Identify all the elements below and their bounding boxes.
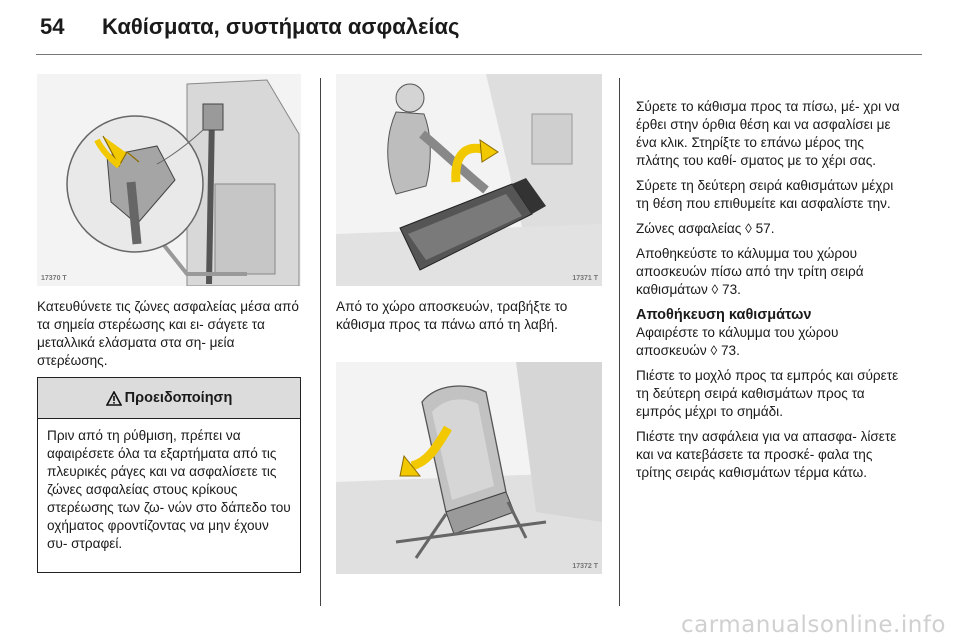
instruction-paragraph: Σύρετε τη δεύτερη σειρά καθισμάτων μέχρι τη θέση που επιθυμείτε και ασφαλίστε την. bbox=[636, 178, 894, 211]
header-rule bbox=[36, 54, 922, 55]
warning-box bbox=[37, 377, 301, 573]
figure-code: 17370 T bbox=[41, 275, 67, 282]
instruction-paragraph: Αποθηκεύστε το κάλυμμα του χώρου αποσκευών πίσω από την τρίτη σειρά καθισμάτων ◊ 73. bbox=[636, 246, 864, 297]
warning-text: Πριν από τη ρύθμιση, πρέπει να αφαιρέσετε όλα τα εξαρτήματα από τις πλευρικές ράγες και να ασφαλίσετε τις ζώνες ασφαλείας στους κρίκους στερέωσης των ζω- νών στο δάπεδο του οχήματος φροντίζοντας να μην έχουν συ- στραφεί. bbox=[47, 428, 291, 551]
instruction-paragraph: Από το χώρο αποσκευών, τραβήξτε το κάθισμα προς τα πάνω από τη λαβή. bbox=[336, 299, 568, 332]
watermark-url: carmanualsonline.info bbox=[680, 612, 946, 638]
figure-seat-pull bbox=[336, 74, 602, 286]
section-heading: Αποθήκευση καθισμάτων bbox=[636, 307, 812, 323]
warning-header bbox=[38, 378, 300, 419]
instruction-paragraph: Πιέστε το μοχλό προς τα εμπρός και σύρετε τη δεύτερη σειρά καθισμάτων προς τα εμπρός μέχρι το σημάδι. bbox=[636, 368, 899, 419]
instruction-paragraph: Πιέστε την ασφάλεια για να απασφα- λίσετε και να κατεβάσετε τα προσκέ- φαλα της τρίτης σειράς καθισμάτων τέρμα κάτω. bbox=[636, 429, 897, 480]
figure-code: 17372 T bbox=[572, 563, 598, 570]
warning-triangle-icon bbox=[106, 391, 122, 406]
column-divider-1 bbox=[320, 78, 321, 606]
figure-seatbelt-guide bbox=[37, 74, 301, 286]
column-divider-2 bbox=[619, 78, 620, 606]
figure-seat-fold bbox=[336, 362, 602, 574]
reference-seat-belts: Ζώνες ασφαλείας ◊ 57. bbox=[636, 221, 775, 236]
seat-fold-illustration bbox=[336, 362, 602, 574]
instruction-paragraph: Σύρετε το κάθισμα προς τα πίσω, μέ- χρι να έρθει στην όρθια θέση και να ασφαλίσει με ένα κλικ. Στηρίξτε το επάνω μέρος της πλάτης του καθί- σματος με το χέρι σας. bbox=[636, 99, 900, 168]
instruction-paragraph: Αφαιρέστε το κάλυμμα του χώρου αποσκευών ◊ 73. bbox=[636, 325, 839, 358]
page-title: Καθίσματα, συστήματα ασφαλείας bbox=[102, 14, 460, 39]
seat-pull-illustration bbox=[336, 74, 602, 286]
warning-title: Προειδοποίηση bbox=[124, 390, 233, 406]
instruction-paragraph: Κατευθύνετε τις ζώνες ασφαλείας μέσα από τα σημεία στερέωσης και ει- σάγετε τα μεταλλικά ελάσματα στα ση- μεία στερέωσης. bbox=[37, 299, 299, 368]
seatbelt-illustration bbox=[37, 74, 301, 286]
page-number: 54 bbox=[40, 14, 65, 39]
page-header bbox=[40, 14, 920, 44]
figure-code: 17371 T bbox=[572, 275, 598, 282]
column-3-text bbox=[636, 98, 908, 489]
